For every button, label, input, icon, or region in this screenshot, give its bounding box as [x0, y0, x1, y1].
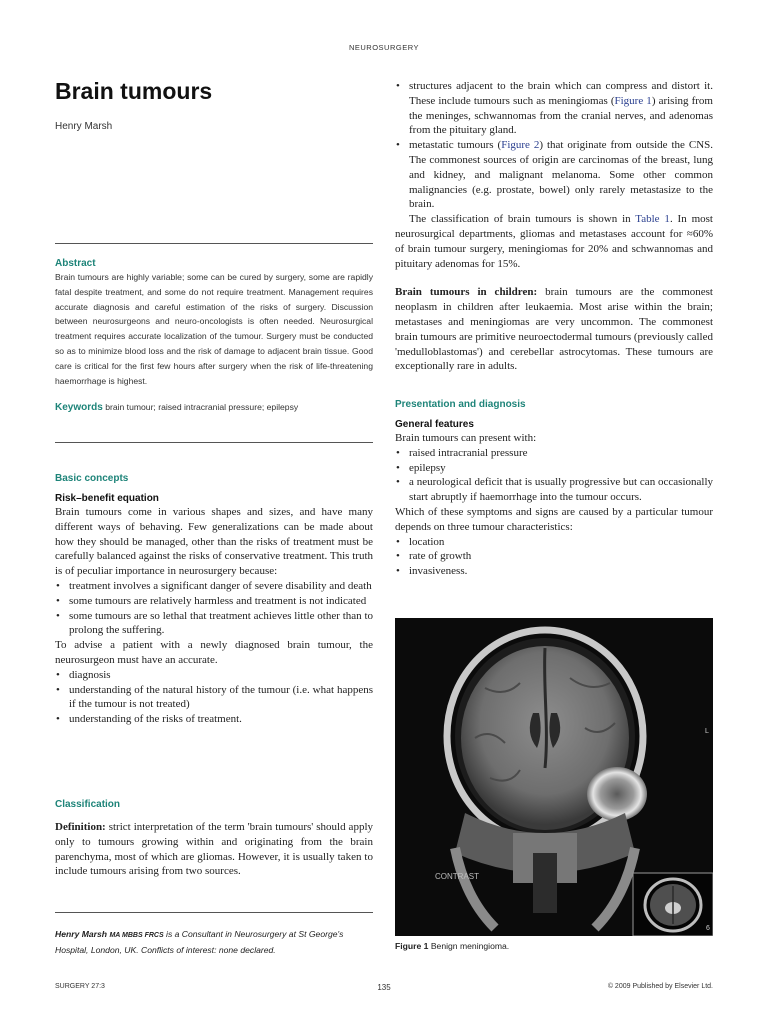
presentation-list1 — [395, 446, 713, 505]
figure1-link[interactable]: Figure 1 — [614, 94, 652, 107]
presentation-list2 — [395, 535, 713, 579]
footnote-rule — [55, 912, 373, 913]
footer-copyright: © 2009 Published by Elsevier Ltd. — [607, 983, 713, 990]
list-item: • metastatic tumours (Figure 2) that originate from outside the CNS. The commonest sources of origin are carcinomas of the breast, lung and kidney, and malignant melanoma. Some other common malignancies (e.g. prostate, bowel) only rarely metastasize to the brain. — [395, 138, 713, 212]
mri-label-6: 6 — [706, 925, 710, 932]
abstract-heading: Abstract — [55, 258, 96, 269]
abstract-top-rule — [55, 243, 373, 244]
presentation-intro: Brain tumours can present with: — [395, 432, 537, 444]
abstract-block — [55, 258, 373, 413]
author-name: Henry Marsh — [55, 121, 113, 132]
presentation-heading: Presentation and diagnosis — [395, 399, 526, 410]
figure2-link[interactable]: Figure 2 — [501, 139, 540, 152]
tumour-sources-list — [395, 79, 713, 212]
list-item: • a neurological deficit that is usually progressive but can occasionally start abruptly if haemorrhage into the tumour occurs. — [395, 475, 713, 505]
table1-link[interactable]: Table 1 — [635, 213, 670, 226]
list-item: • invasiveness. — [395, 564, 713, 579]
keywords — [55, 402, 373, 413]
list-item: • location — [395, 535, 713, 550]
list-item: • some tumours are relatively harmless and treatment is not indicated — [55, 594, 373, 609]
basic-concepts-para2: To advise a patient with a newly diagnosed brain tumour, the neurosurgeon must have an accurate. — [55, 639, 373, 666]
classification-heading: Classification — [55, 799, 121, 810]
author-footnote — [55, 927, 373, 958]
article-title: Brain tumours — [55, 78, 213, 104]
footnote-text: is a Consultant in Neurosurgery at St George's Hospital, London, UK. Conflicts of interest: none declared. — [55, 929, 344, 955]
definition-text: strict interpretation of the term 'brain tumours' should apply only to tumours growing within and originating from the brain parenchyma, most of which are gliomas. However, it is usually taken to include tumours arising from two sources. — [55, 821, 373, 878]
running-head: NEUROSURGERY — [348, 43, 420, 52]
footer-page-number: 135 — [377, 983, 391, 992]
figure-caption — [395, 941, 509, 951]
basic-concepts-para1: Brain tumours come in various shapes and sizes, and have many different ways of behaving. Few generalizations can be made about how they should be managed, other than the risks of treatment must be carefully balanced against the risks of conservative treatment. This truth is of peculiar importance in neurosurgery because: — [55, 506, 373, 578]
keywords-label: Keywords — [55, 402, 103, 414]
list-item: • understanding of the natural history of the tumour (i.e. what happens if the tumour is not treated) — [55, 683, 373, 713]
list-item: • epilepsy — [395, 461, 713, 476]
figure-caption-text: Benign meningioma. — [430, 941, 510, 951]
footnote-quals: MA MBBS FRCS — [109, 932, 164, 939]
classification-section — [55, 799, 373, 879]
list-item: • structures adjacent to the brain which can compress and distort it. These include tumours such as meningiomas (Figure 1) arising from the meninges, schwannomas from the cranial nerves, and adenomas from the pituitary gland. — [395, 79, 713, 138]
basic-concepts-list2 — [55, 668, 373, 727]
list-item: • understanding of the risks of treatment. — [55, 712, 373, 727]
basic-concepts-section — [55, 473, 373, 727]
list-item: • treatment involves a significant danger of severe disability and death — [55, 579, 373, 594]
list-item: • raised intracranial pressure — [395, 446, 713, 461]
list-item: • some tumours are so lethal that treatment achieves little other than to prolong the suffering. — [55, 609, 373, 639]
right-column-text — [395, 79, 713, 374]
keywords-text: brain tumour; raised intracranial pressure; epilepsy — [105, 402, 299, 413]
footnote-name: Henry Marsh — [55, 929, 108, 939]
abstract-text: Brain tumours are highly variable; some can be cured by surgery, some are rapidly fatal despite treatment, and some do not require treatment. Management requires accurate diagnosis and careful estimation of the risks of surgery. Discussion between neurosurgeons and neuro-oncologists is often needed. Neurosurgical treatment requires accurate localization of the tumour. Surgery must be conducted so as to minimize blood loss and the risk of damage to adjacent brain tissue. Good care is critical for the first few hours after surgery when the risk of life-threatening haemorrhage is highest. — [55, 272, 373, 386]
children-label: Brain tumours in children: — [395, 286, 538, 299]
presentation-section — [395, 399, 713, 579]
definition-para — [55, 820, 373, 879]
list-item: • rate of growth — [395, 549, 713, 564]
list-item: • diagnosis — [55, 668, 373, 683]
definition-label: Definition: — [55, 821, 106, 833]
basic-concepts-list1 — [55, 579, 373, 638]
mri-label-contrast: CONTRAST — [435, 872, 479, 881]
classification-para: The classification of brain tumours is shown in Table 1. In most neurosurgical departments, gliomas and metastases account for ≈60% of brain tumour surgery, meningiomas for 20% and schwannomas and pituitary adenomas for 15%. — [395, 213, 713, 270]
general-features-subheading: General features — [395, 419, 474, 430]
mri-figure — [395, 618, 713, 936]
children-para: Brain tumours in children: brain tumours are the commonest neoplasm in children after leukaemia. Most arise within the brain; metastases and meningiomas are very uncommon. The commonest brain tumours are primitive neuroectodermal tumours (previously called 'medulloblastomas') and cerebellar astrocytomas. These tumours are exceptionally rare in adults. — [395, 286, 713, 373]
mri-scan-image — [395, 618, 713, 936]
footer-journal: SURGERY 27:3 — [55, 983, 105, 990]
figure-caption-label: Figure 1 — [395, 941, 429, 951]
presentation-para: Which of these symptoms and signs are caused by a particular tumour depends on three tumour characteristics: — [395, 505, 713, 533]
basic-concepts-heading: Basic concepts — [55, 473, 129, 484]
abstract-bottom-rule — [55, 442, 373, 443]
risk-benefit-subheading: Risk–benefit equation — [55, 493, 159, 504]
mri-label-l: L — [705, 728, 709, 735]
